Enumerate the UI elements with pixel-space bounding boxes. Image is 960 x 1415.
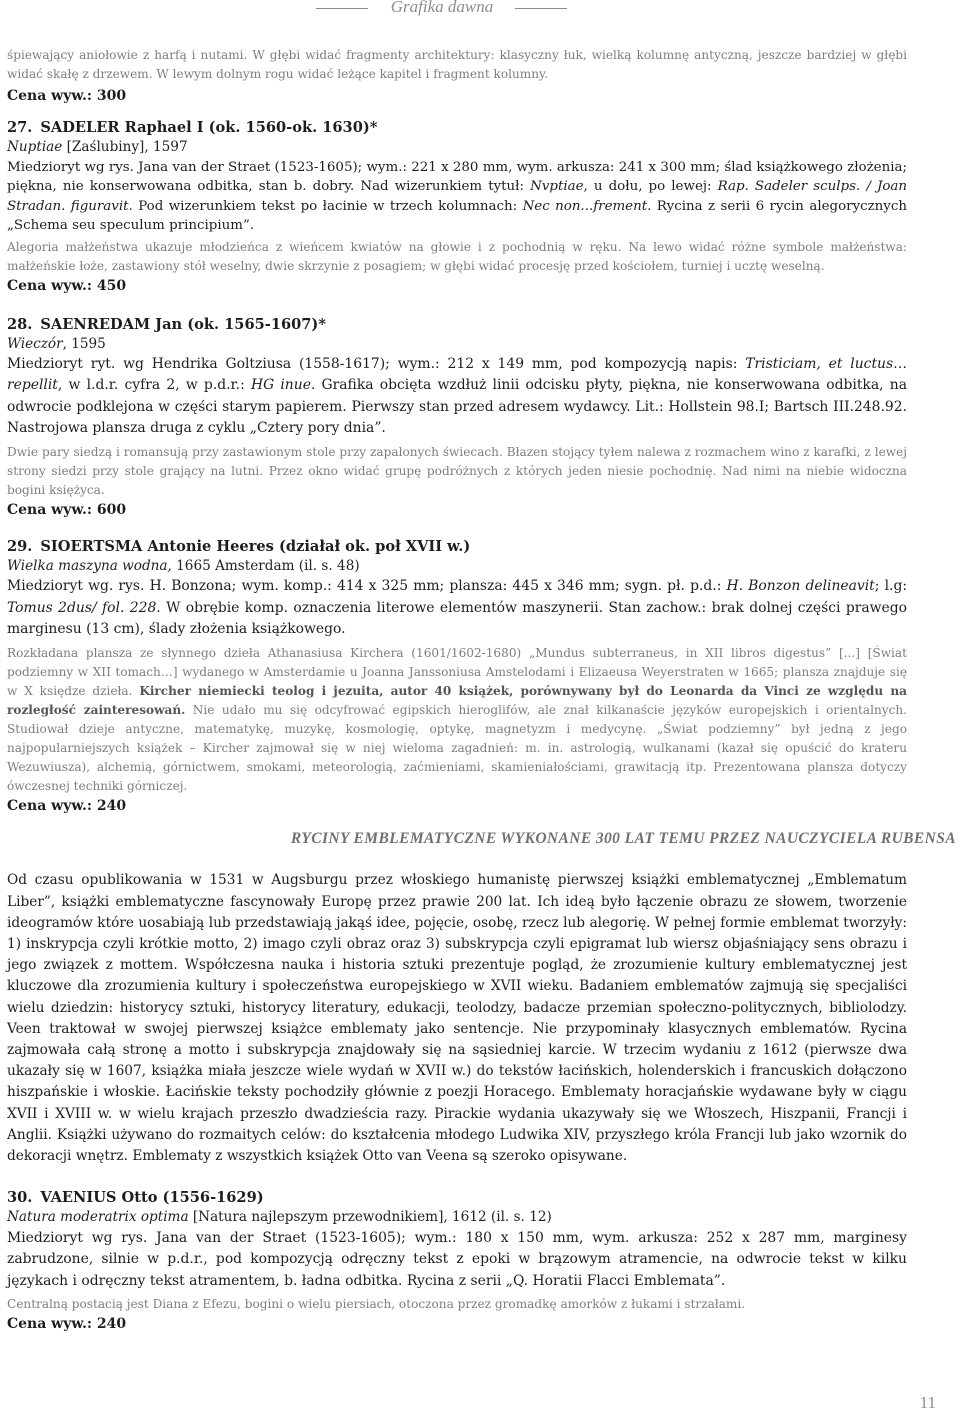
entry-number: 27. <box>7 119 33 136</box>
meta-text: ; l.g: <box>874 578 908 595</box>
entry-author: SADELER Raphael I (ok. 1560-ok. 1630)* <box>40 119 378 136</box>
meta-text: . Grafika obcięta wzdłuż linii odcisku płyty, piękna, nie konserwowana odbitka, na odwrocie podklejona w części starym papierem. Pierwszy stan przed adresem wydawcy. Lit.: Hollstein 98.I; Bartsch III.248.92. Nastrojowa plansza druga z cyklu „Cztery pory dnia”. <box>7 377 907 437</box>
entry-title-italic: Nuptiae <box>7 139 63 155</box>
entry-technical-description: Miedzioryt wg rys. Jana van der Straet (1523-1605); wym.: 180 x 150 mm, wym. arkusza: 252 x 287 mm, marginesy zabrudzone, silnie w p.d.r., pod kompozycją odręczny tekst z epoki w brązowym atramencie, na odwrocie tekst w kilku językach i odręczny tekst atramentem, b. ładna odbitka. Rycina z serii „Q. Horatii Flacci Emblemata”. <box>7 1229 907 1289</box>
desc-text: Nie udało mu się odcyfrować egipskich hieroglifów, ale znał kilkanaście języków europejskich i orientalnych. Studiował dzieje antyczne, matematykę, muzykę, kosmologię, optykę, magnetyzm i medycynę. „Świat podziemny” był jedną z jego najpopularniejszych książek – Kircher zajmował się w niej wieloma zagadnień: m. in. astrologią, wulkanami (kazał się opuścić do krateru Wezuwiusza), alchemią, górnictwem, smokami, meteorologią, zaćmieniami, skamieniałościami, grawitacją itp. Prezentowana plansza dotyczy ówczesnej techniki górniczej. <box>7 703 907 794</box>
entry-title-italic: Wielka maszyna wodna <box>7 557 168 574</box>
meta-italic: Tristiciam, et luctus… repellit <box>7 356 907 394</box>
entry-author: SIOERTSMA Antonie Heeres (działał ok. poł XVII w.) <box>40 537 471 555</box>
meta-text: . W obrębie komp. oznaczenia literowe elementów maszynerii. Stan zachow.: brak dolnej części prawego marginesu (13 cm), ślady złożenia książkowego. <box>7 599 907 637</box>
entry-description <box>7 644 907 796</box>
entry-number: 29. <box>7 537 33 555</box>
price: Cena wyw.: 300 <box>7 88 127 104</box>
section-essay: Od czasu opublikowania w 1531 w Augsburgu przez włoskiego humanistę pierwszej książki emblematycznej „Emblematum Liber”, książki emblematyczne fascynowały Europę przez prawie 200 lat. Ich ideą było łączenie obrazu ze słowem, tworzenie ideogramów które uosabiają lub przedstawiają jakąś idee, pojęcie, osobę, rzecz lub alegorię. W pełnej formie emblemat tworzyły: 1) inskrypcja czyli krótkie motto, 2) imago czyli obraz oraz 3) subskrypcja czyli epigramat lub wiersz objaśniający sens obrazu i jego związek z mottem. Współczesna nauka i historia sztuki prezentuje pogląd, że zrozumienie kultury emblematycznej jest kluczowe dla zrozumienia kultury i społeczeństwa europejskiego w XVII wieku. Badaniem emblematów zajmują się specjaliści wielu dziedzin: historycy sztuki, historycy literatury, edukacji, teolodzy, badacze przemian społeczno-politycznych, bibliolodzy. Veen traktował w swojej pierwszej książce emblematy jako sentencje. Nie przypominały klasycznych emblematów. Rycina zajmowała całą stronę a motto i subskrypcja znajdowały się na sąsiedniej karcie. W trzecim wydaniu z 1612 (pierwsze dwa ukazały się w 1607, książka miała jeszcze wiele wydań w XVII w.) do tekstów łacińskich, holenderskich i francuskich dołączono hiszpańskie i włoskie. Łacińskie teksty pochodziły głównie z poezji Horacego. Emblematy horacjańskie wydawane były w ciągu XVII i XVIII w. w wielu krajach przeszło dwadzieścia razy. Pirackie wydania ukazywały się we Włoszech, Hiszpanii, Francji i Anglii. Książki używano do rozmaitych celów: do kształcenia młodego Ludwika XIV, przyszłego króla Francji lub jako wzornik do dekoracji wnętrz. Emblematy z wszystkich książek Otto van Veena są szeroko opisywane. <box>7 872 907 1164</box>
header-rule-left <box>316 8 368 9</box>
entry-title <box>7 335 907 355</box>
meta-text: . Rycina z serii 6 rycin alegorycznych „Schema seu speculum principium”. <box>7 198 907 233</box>
meta-text: , u dołu, po lewej: <box>583 179 718 194</box>
entry-title-rest: , 1595 <box>62 335 106 352</box>
meta-italic: Nvptiae <box>530 179 584 194</box>
meta-text: . Pod wizerunkiem tekst po łacinie w trzech kolumnach: <box>128 198 523 214</box>
price: Cena wyw.: 600 <box>7 501 127 518</box>
meta-text: Miedzioryt ryt. wg Hendrika Goltziusa (1558-1617); wym.: 212 x 149 mm, pod kompozycją napis: <box>7 356 746 372</box>
section-title: RYCINY EMBLEMATYCZNE WYKONANE 300 LAT TEMU PRZEZ NAUCZYCIELA RUBENSA <box>290 830 956 848</box>
price: Cena wyw.: 240 <box>7 798 127 815</box>
running-header-title: Grafika dawna <box>390 0 494 16</box>
entry-description: Centralną postacią jest Diana z Efezu, bogini o wielu piersiach, otoczona przez gromadkę amorków z łukami i strzałami. <box>7 1296 746 1311</box>
entry-continuation-description: śpiewający aniołowie z harfą i nutami. W głębi widać fragmenty architektury: klasyczny łuk, wielką kolumnę antyczną, jeszcze bardziej w głębi widać skałę z drzewem. W lewym dolnym rogu widać leżące kapitel i fragment kolumny. <box>7 48 907 81</box>
catalog-entry-27 <box>7 118 907 296</box>
meta-italic: HG inue <box>250 377 311 394</box>
entry-author: VAENIUS Otto (1556-1629) <box>40 1189 264 1207</box>
meta-text: Miedzioryt wg rys. Jana van der Straet (1523-1605); wym.: 221 x 280 mm, wym. arkusza: 241 x 300 mm; ślad książkowego złożenia; piękna, nie konserwowana odbitka, stan b. dobry. Nad wizerunkiem tytuł: <box>7 159 907 194</box>
entry-description: Alegoria małżeństwa ukazuje młodzieńca z wieńcem kwiatów na głowie i z pochodnią w ręku. Na lewo widać różne symbole małżeństwa: małżeńskie łoże, zastawiony stół weselny, dwie skrzynie z posagiem; w głębi widać procesję przed kościołem, turniej i ucztę weselną. <box>7 239 907 273</box>
entry-description: Dwie pary siedzą i romansują przy zastawionym stole przy zapalonych świecach. Błazen stojący tyłem nalewa z rozmachem wino z karafki, z lewej strony siedzi przy stole grający na lutni. Przez okno widać grupę podróżnych z których jeden niesie pochodnię. Nad nimi na niebie widoczna bogini księżyca. <box>7 444 907 497</box>
catalog-entry-28 <box>7 315 907 520</box>
meta-italic: Tomus 2dus/ fol. 228 <box>7 599 157 616</box>
catalog-entry-30 <box>7 1188 907 1334</box>
meta-text: , w l.d.r. cyfra 2, w p.d.r.: <box>57 377 251 394</box>
entry-heading <box>7 537 907 557</box>
entry-title-rest: [Zaślubiny], 1597 <box>62 139 188 155</box>
entry-title <box>7 138 907 158</box>
price: Cena wyw.: 240 <box>7 1315 127 1332</box>
running-header <box>0 0 960 20</box>
entry-technical-description <box>7 354 907 440</box>
entry-heading <box>7 1188 907 1208</box>
entry-title-italic: Wieczór <box>7 335 63 352</box>
entry-author: SAENREDAM Jan (ok. 1565-1607)* <box>40 315 326 333</box>
page-number: 11 <box>919 1393 936 1412</box>
meta-text: Miedzioryt wg. rys. H. Bonzona; wym. komp.: 414 x 325 mm; plansza: 445 x 346 mm; sygn. pł. p.d.: <box>7 578 727 595</box>
meta-italic: Rap. Sadeler sculps. / Joan Stradan. figuravit <box>7 179 907 214</box>
entry-title-rest: , 1665 Amsterdam (il. s. 48) <box>167 557 360 574</box>
entry-technical-description <box>7 576 907 640</box>
meta-italic: Nec non...frement <box>522 198 648 214</box>
header-rule-right <box>515 8 567 9</box>
page-content <box>7 46 956 1334</box>
desc-bold-text: Kircher niemiecki teolog i jezuita, autor 40 książek, porównywany był do Leonarda da Vinci ze względu na rozległość zainteresowań. <box>7 684 907 718</box>
catalog-entry-29 <box>7 537 907 817</box>
entry-title-italic: Natura moderatrix optima <box>7 1209 189 1226</box>
price: Cena wyw.: 450 <box>7 277 127 294</box>
entry-number: 30. <box>7 1189 33 1207</box>
entry-title <box>7 557 907 577</box>
entry-heading <box>7 118 907 138</box>
desc-text: Rozkładana plansza ze słynnego dzieła Athanasiusa Kirchera (1601/1602-1680) „Mundus subterraneus, in XII libros digestus” [...] [Świat podziemny w XII tomach…] wydanego w Amsterdamie u Joanna Janssoniusa Amstelodami i Elizaeusa Weyerstraten w 1665; plansza znajduje się w X księdze dzieła. <box>7 646 907 699</box>
entry-title-rest: [Natura najlepszym przewodnikiem], 1612 (il. s. 12) <box>188 1209 552 1226</box>
entry-technical-description <box>7 158 907 236</box>
entry-title <box>7 1208 907 1228</box>
meta-italic: H. Bonzon delineavit <box>726 578 875 595</box>
entry-heading <box>7 315 907 335</box>
entry-number: 28. <box>7 315 33 333</box>
